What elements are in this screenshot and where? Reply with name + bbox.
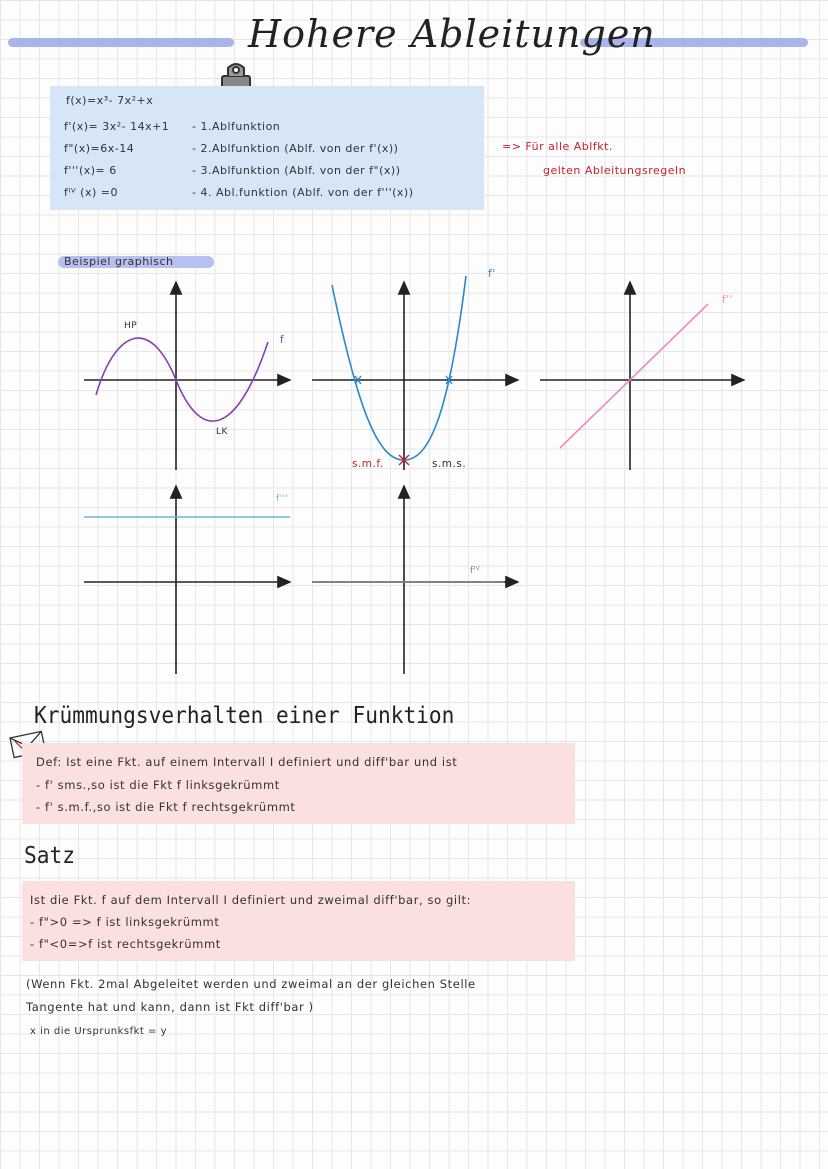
f3-label: f''' [276, 494, 289, 504]
f2-eq: f"(x)=6x-14 [64, 142, 135, 155]
satz-line1: Ist die Fkt. f auf dem Intervall I definiert und zweimal diff'bar, so gilt: [30, 893, 472, 907]
f-label: f [280, 334, 285, 346]
note-line1: => Für alle Ablfkt. [502, 140, 613, 153]
f1-eq: f'(x)= 3x²- 14x+1 [64, 120, 170, 133]
f4-eq: fᴵⱽ (x) =0 [64, 186, 118, 199]
f3-eq: f'''(x)= 6 [64, 164, 117, 177]
f1-label: f' [488, 268, 496, 280]
smf-label: s.m.f. [352, 458, 384, 470]
footer-line2: Tangente hat und kann, dann ist Fkt diff'bar ) [26, 1000, 314, 1014]
lk-label: LK [216, 427, 228, 437]
f-eq: f(x)=x³- 7x²+x [66, 94, 154, 107]
section2-heading: Satz [24, 843, 75, 869]
f4-label: fᴵⱽ [470, 566, 481, 576]
f3-desc: - 3.Ablfunktion (Ablf. von der f"(x)) [192, 164, 401, 177]
satz-line2: - f">0 => f ist linksgekrümmt [30, 915, 220, 929]
f4-desc: - 4. Abl.funktion (Ablf. von der f'''(x)) [192, 186, 414, 199]
f2-label: f'' [722, 294, 733, 306]
footer-line3: x in die Ursprunksfkt = y [30, 1026, 168, 1037]
def-line3: - f' s.m.f.,so ist die Fkt f rechtsgekrümmt [36, 800, 296, 814]
def-line1: Def: Ist eine Fkt. auf einem Intervall I definiert und diff'bar und ist [36, 755, 458, 769]
f2-line [560, 304, 708, 448]
hp-label: HP [124, 321, 138, 331]
def-line2: - f' sms.,so ist die Fkt f linksgekrümmt [36, 778, 280, 792]
footer-line1: (Wenn Fkt. 2mal Abgeleitet werden und zweimal an der gleichen Stelle [26, 977, 476, 991]
page-title: Hohere Ableitungen [248, 12, 656, 56]
satz-line3: - f"<0=>f ist rechtsgekrümmt [30, 937, 221, 951]
f2-desc: - 2.Ablfunktion (Ablf. von der f'(x)) [192, 142, 399, 155]
f1-curve [332, 276, 466, 460]
f1-desc: - 1.Ablfunktion [192, 120, 281, 133]
note-line2: gelten Ableitungsregeln [543, 164, 687, 177]
sms-label: s.m.s. [432, 458, 467, 470]
example-label: Beispiel graphisch [64, 255, 174, 268]
section1-heading: Krümmungsverhalten einer Funktion [34, 703, 455, 729]
